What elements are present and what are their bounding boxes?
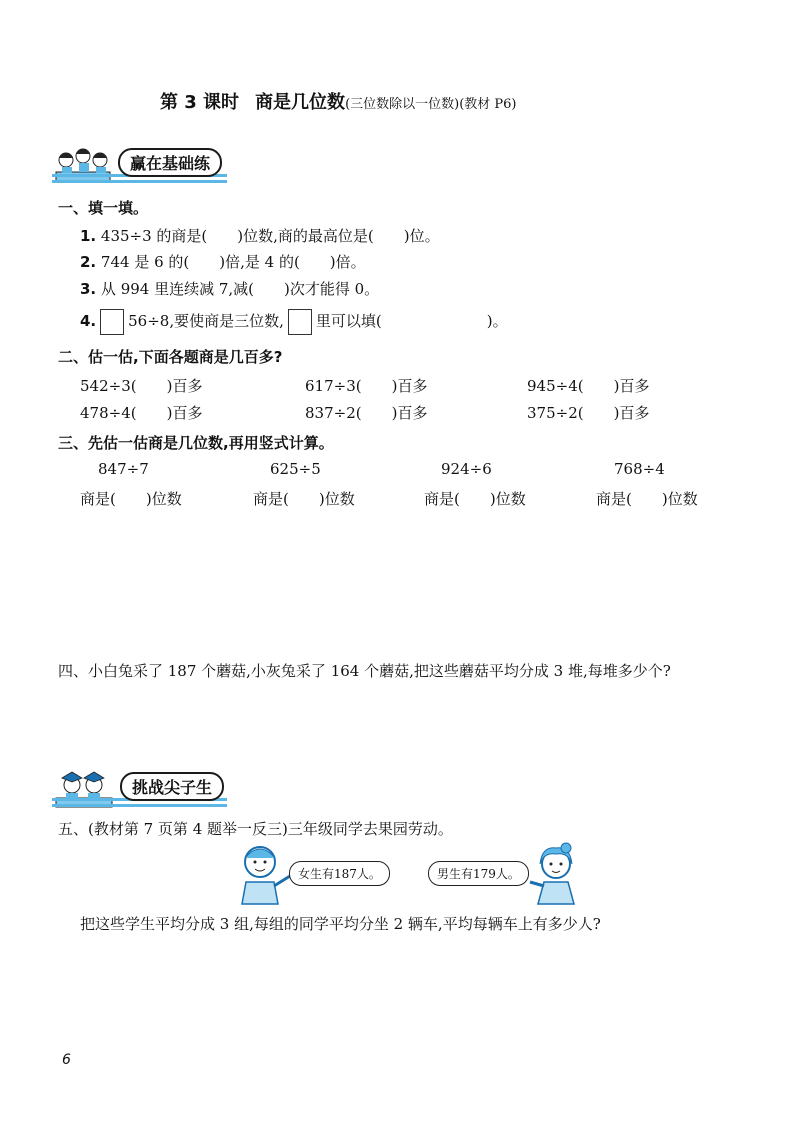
- question-2-text: 744 是 6 的( )倍,是 4 的( )倍。: [100, 253, 366, 271]
- section-3-heading: 三、先估一估商是几位数,再用竖式计算。: [58, 434, 334, 452]
- question-2: [80, 251, 366, 272]
- section-5-heading: 五、(教材第 7 页第 4 题举一反三)三年级同学去果园劳动。: [58, 820, 453, 838]
- section-2-heading: 二、估一估,下面各题商是几百多?: [58, 348, 283, 366]
- section-4-problem: 四、小白兔采了 187 个蘑菇,小灰兔采了 164 个蘑菇,把这些蘑菇平均分成 3 堆,每堆多少个?: [58, 662, 671, 680]
- challenge-banner: [52, 768, 227, 808]
- basic-practice-label: 赢在基础练: [118, 148, 222, 177]
- question-3-text: 从 994 里连续减 7,减( )次才能得 0。: [100, 280, 380, 298]
- division-problem: 768÷4: [614, 460, 665, 478]
- lesson-topic: 商是几位数: [255, 92, 346, 113]
- question-4: [80, 309, 508, 335]
- question-4-text-a: 56÷8,要使商是三位数,: [128, 312, 284, 330]
- division-problem: 847÷7: [98, 460, 149, 478]
- page-number: 6: [62, 1052, 71, 1068]
- estimate-item: 837÷2( )百多: [305, 404, 428, 422]
- division-problem: 924÷6: [441, 460, 492, 478]
- question-1: [80, 225, 440, 246]
- basic-practice-banner: [52, 144, 227, 184]
- challenge-label: 挑战尖子生: [120, 772, 224, 801]
- question-3-number: 3.: [80, 280, 97, 298]
- quotient-digits-answer: 商是( )位数: [80, 490, 182, 508]
- page-title: [160, 88, 517, 114]
- division-problem: 625÷5: [270, 460, 321, 478]
- question-1-text: 435÷3 的商是( )位数,商的最高位是( )位。: [100, 227, 440, 245]
- quotient-digits-answer: 商是( )位数: [253, 490, 355, 508]
- estimate-item: 478÷4( )百多: [80, 404, 203, 422]
- quotient-digits-answer: 商是( )位数: [596, 490, 698, 508]
- lesson-subtitle: (三位数除以一位数)(教材 P6): [345, 97, 517, 112]
- girl-illustration-icon: [522, 842, 586, 906]
- speech-bubble-girls: 女生有187人。: [289, 861, 390, 886]
- boy-illustration-icon: [232, 842, 294, 906]
- blank-box-2[interactable]: [288, 309, 312, 335]
- question-4-number: 4.: [80, 312, 97, 330]
- quotient-digits-answer: 商是( )位数: [424, 490, 526, 508]
- estimate-item: 617÷3( )百多: [305, 377, 428, 395]
- question-2-number: 2.: [80, 253, 97, 271]
- estimate-item: 375÷2( )百多: [527, 404, 650, 422]
- speech-bubble-boys: 男生有179人。: [428, 861, 529, 886]
- question-1-number: 1.: [80, 227, 97, 245]
- lesson-number: 第 3 课时: [160, 92, 240, 113]
- section-1-heading: 一、填一填。: [58, 199, 149, 217]
- estimate-item: 945÷4( )百多: [527, 377, 650, 395]
- blank-box-1[interactable]: [100, 309, 124, 335]
- section-5-question: 把这些学生平均分成 3 组,每组的同学平均分坐 2 辆车,平均每辆车上有多少人?: [80, 915, 601, 933]
- question-4-text-b: 里可以填( )。: [315, 312, 508, 330]
- estimate-item: 542÷3( )百多: [80, 377, 203, 395]
- question-3: [80, 278, 379, 299]
